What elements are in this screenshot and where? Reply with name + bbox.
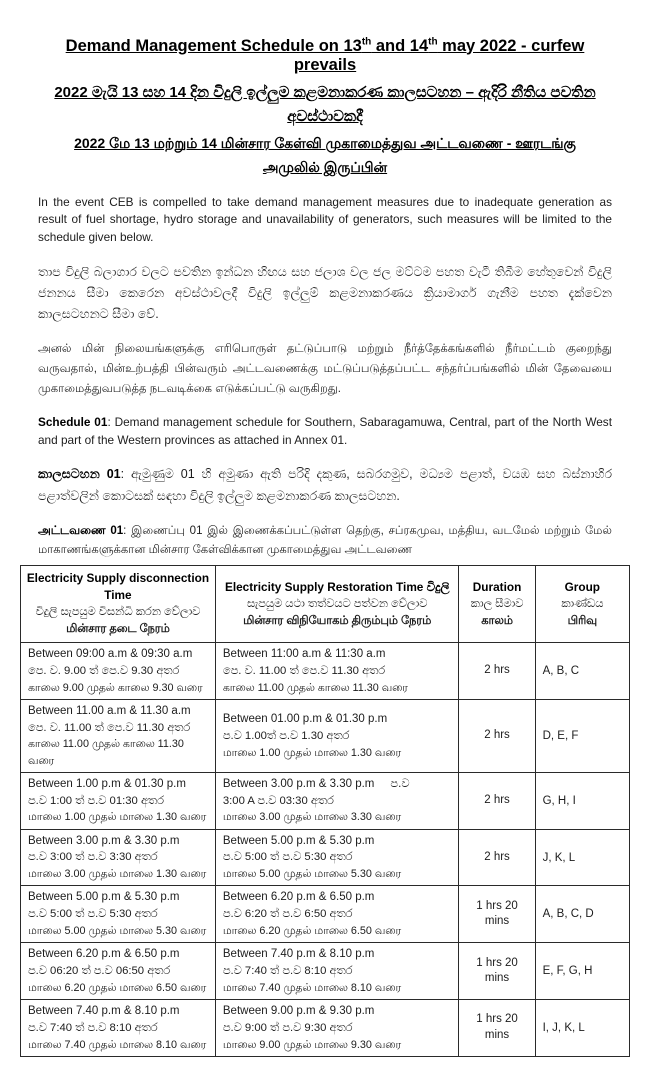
- schedule01-label-english: Schedule 01: [38, 415, 108, 430]
- restoration-en: Between 3.00 p.m & 3.30 p.m ප.ව: [222, 777, 410, 790]
- duration-cell: 2 hrs: [459, 643, 535, 700]
- header-duration-en: Duration: [472, 579, 522, 594]
- header-duration-ta: காலம்: [481, 614, 513, 627]
- group-cell: J, K, L: [535, 829, 629, 886]
- title-ta-line2: அமுலில் இருப்பின்: [262, 158, 388, 175]
- restoration-en: Between 11:00 a.m & 11:30 a.m: [222, 648, 386, 661]
- restoration-ta: மாலை 5.00 முதல் மாலை 5.30 வரை: [222, 868, 402, 881]
- schedule01-body-english: : Demand management schedule for Southern, Sabaragamuwa, Central, part of the North West and part of the Western provinces as attached in Annex 01.: [38, 415, 612, 447]
- title-en-sup1: th: [361, 36, 372, 47]
- group-cell: I, J, K, L: [535, 1000, 629, 1057]
- restoration-time-cell: [215, 772, 459, 829]
- disconnection-time-cell: [21, 829, 216, 886]
- disconnection-ta: காலை 11.00 முதல் காலை 11.30 வரை: [28, 738, 184, 767]
- title-en-part3: may 2022 - curfew prevails: [293, 36, 585, 74]
- disconnection-time-cell: [21, 772, 216, 829]
- disconnection-ta: மாலை 5.00 முதல் மாலை 5.30 வரை: [28, 925, 207, 938]
- table-header-row: [21, 566, 630, 643]
- disconnection-si: ප.ව 3:00 ත් ප.ව 3:30 අතර: [28, 851, 158, 864]
- header-disconnection-si: විදුලි සැපයුම විසන්ධි කරන වේලාව: [35, 606, 201, 619]
- restoration-en: Between 01.00 p.m & 01.30 p.m: [222, 712, 388, 725]
- disconnection-en: Between 7.40 p.m & 8.10 p.m: [28, 1005, 180, 1018]
- disconnection-ta: காலை 9.00 முதல் காலை 9.30 வரை: [28, 681, 203, 694]
- disconnection-time-cell: [21, 886, 216, 943]
- col-header-disconnection-time: [21, 566, 216, 643]
- disconnection-en: Between 11.00 a.m & 11.30 a.m: [28, 704, 191, 717]
- header-group-ta: பிரிவு: [567, 614, 597, 627]
- col-header-group: [535, 566, 629, 643]
- disconnection-ta: மாலை 7.40 முதல் மாலை 8.10 வரை: [28, 1038, 207, 1051]
- restoration-time-cell: [215, 943, 459, 1000]
- table-row: [21, 943, 630, 1000]
- restoration-time-cell: [215, 643, 459, 700]
- restoration-ta: மாலை 1.00 முதல் மாலை 1.30 வரை: [222, 746, 402, 759]
- disconnection-en: Between 6.20 p.m & 6.50 p.m: [28, 948, 180, 961]
- group-cell: D, E, F: [535, 699, 629, 772]
- table-row: [21, 829, 630, 886]
- restoration-si: ප.ව 9:00 ත් ප.ව 9:30 අතර: [222, 1021, 353, 1034]
- table-row: [21, 643, 630, 700]
- table-row: [21, 699, 630, 772]
- duration-cell: 1 hrs 20 mins: [459, 886, 535, 943]
- disconnection-en: Between 5.00 p.m & 5.30 p.m: [28, 891, 180, 904]
- header-group-si: කාණ්ඩය: [561, 597, 604, 610]
- disconnection-si: ප.ව 7:40 ත් ප.ව 8:10 අතර: [28, 1021, 158, 1034]
- disconnection-ta: மாலை 1.00 முதல் மாலை 1.30 வரை: [28, 811, 207, 824]
- disconnection-ta: மாலை 3.00 முதல் மாலை 1.30 வரை: [28, 868, 207, 881]
- group-cell: A, B, C: [535, 643, 629, 700]
- restoration-si: ප.ව 5:00 ත් ප.ව 5:30 අතර: [222, 851, 353, 864]
- document-title-sinhala: [38, 81, 612, 131]
- disconnection-si: පෙ. ව. 9.00 ත් පෙ.ව 9.30 අතර: [28, 664, 180, 677]
- title-en-sup2: th: [428, 36, 438, 47]
- group-cell: A, B, C, D: [535, 886, 629, 943]
- intro-paragraph-english: In the event CEB is compelled to take demand management measures due to inadequate generation as result of fuel shortage, hydro storage and unavailability of generators, such measures will be limited to the schedule given below.: [38, 194, 612, 244]
- col-header-restoration-time: [215, 566, 459, 643]
- disconnection-en: Between 09:00 a.m & 09:30 a.m: [28, 648, 193, 661]
- restoration-si: පෙ. ව. 11.00 ත් පෙ.ව 11.30 අතර: [222, 664, 386, 677]
- disconnection-time-cell: [21, 699, 216, 772]
- disconnection-si: ප.ව 1:00 ත් ප.ව 01:30 අතර: [28, 794, 164, 807]
- header-disconnection-en: Electricity Supply disconnection Time: [26, 571, 210, 603]
- duration-cell: 1 hrs 20 mins: [459, 943, 535, 1000]
- restoration-ta: மாலை 3.00 முதல் மாலை 3.30 வரை: [222, 811, 402, 824]
- disconnection-si: ප.ව 5:00 ත් ප.ව 5:30 අතර: [28, 908, 158, 921]
- restoration-en: Between 9.00 p.m & 9.30 p.m: [222, 1005, 375, 1018]
- restoration-ta: மாலை 6.20 முதல் மாலை 6.50 வரை: [222, 925, 402, 938]
- header-restoration-si: සැපයුම යථා තත්වයට පත්වන වේලාව: [247, 597, 428, 610]
- disconnection-time-cell: [21, 1000, 216, 1057]
- schedule-table: [20, 565, 630, 1057]
- schedule01-label-tamil: அட்டவணை 01: [38, 524, 124, 537]
- title-en-part2: and 14: [371, 36, 429, 55]
- header-disconnection-ta: மின்சார தடை நேரம்: [66, 623, 170, 636]
- header-restoration-en: Electricity Supply Restoration Time විදුලි: [224, 579, 450, 594]
- schedule01-paragraph-sinhala: [38, 464, 612, 507]
- restoration-time-cell: [215, 886, 459, 943]
- restoration-time-cell: [215, 699, 459, 772]
- col-header-duration: [459, 566, 535, 643]
- title-si-line2: අවස්ථාවකදී: [287, 108, 363, 126]
- duration-cell: 1 hrs 20 mins: [459, 1000, 535, 1057]
- schedule01-body-tamil: : இணைப்பு 01 இல் இணைக்கப்பட்டுள்ள தெற்கு, சப்ரகமுவ, மத்திய, வடமேல் மற்றும் மேல் மாகாணங்களுக்கான மின்சார கேள்விக்கான முகாமைத்துவ அட்டவணை: [38, 524, 612, 557]
- group-cell: E, F, G, H: [535, 943, 629, 1000]
- title-ta-line1: 2022 மே 13 மற்றும் 14 மின்சார கேள்வி முகாமைத்துவ அட்டவணை - ஊரடங்கு: [74, 135, 576, 151]
- restoration-time-cell: [215, 829, 459, 886]
- document-title-tamil: [38, 132, 612, 180]
- disconnection-en: Between 1.00 p.m & 01.30 p.m: [28, 777, 186, 790]
- title-si-line1: 2022 මැයි 13 සහ 14 දින විදුලි ඉල්ලුම කළමනාකරණ කාලසටහන – ඇදිරි නීතිය පවතින: [54, 83, 596, 101]
- schedule01-paragraph-tamil: [38, 522, 612, 561]
- table-row: [21, 772, 630, 829]
- document-title-english: [38, 36, 612, 75]
- restoration-en: Between 5.00 p.m & 5.30 p.m: [222, 834, 375, 847]
- restoration-ta: மாலை 9.00 முதல் மாலை 9.30 வரை: [222, 1038, 402, 1051]
- schedule01-label-sinhala: කාලසටහන 01: [38, 467, 121, 482]
- group-cell: G, H, I: [535, 772, 629, 829]
- schedule01-paragraph-english: [38, 414, 612, 449]
- restoration-ta: காலை 11.00 முதல் காலை 11.30 வரை: [222, 681, 408, 694]
- disconnection-time-cell: [21, 943, 216, 1000]
- table-row: [21, 1000, 630, 1057]
- header-group-en: Group: [564, 579, 600, 594]
- restoration-time-cell: [215, 1000, 459, 1057]
- disconnection-si: ප.ව 06:20 ත් ප.ව 06:50 අතර: [28, 964, 171, 977]
- restoration-si: ප.ව 7:40 ත් ප.ව 8:10 අතර: [222, 964, 353, 977]
- duration-cell: 2 hrs: [459, 699, 535, 772]
- disconnection-time-cell: [21, 643, 216, 700]
- disconnection-si: පෙ. ව. 11.00 ත් පෙ.ව 11.30 අතර: [28, 721, 191, 734]
- restoration-si: 3:00 A ප.ව 03:30 අතර: [222, 794, 334, 807]
- duration-cell: 2 hrs: [459, 829, 535, 886]
- restoration-si: ප.ව 6:20 ත් ප.ව 6:50 අතර: [222, 908, 353, 921]
- table-row: [21, 886, 630, 943]
- restoration-en: Between 7.40 p.m & 8.10 p.m: [222, 948, 375, 961]
- title-en-part1: Demand Management Schedule on 13: [65, 36, 362, 55]
- disconnection-en: Between 3.00 p.m & 3.30 p.m: [28, 834, 180, 847]
- restoration-en: Between 6.20 p.m & 6.50 p.m: [222, 891, 375, 904]
- duration-cell: 2 hrs: [459, 772, 535, 829]
- restoration-si: ප.ව 1.00ත් ප.ව 1.30 අතර: [222, 729, 350, 742]
- restoration-ta: மாலை 7.40 முதல் மாலை 8.10 வரை: [222, 981, 402, 994]
- disconnection-ta: மாலை 6.20 முதல் மாலை 6.50 வரை: [28, 981, 207, 994]
- header-restoration-ta: மின்சார விநியோகம் திரும்பும் நேரம்: [243, 614, 432, 627]
- intro-paragraph-tamil: அனல் மின் நிலையங்களுக்கு எரிபொருள் தட்டுப்பாடு மற்றும் நீர்த்தேக்கங்களில் நீர்மட்டம் குறைந்து வருவதால், மின்உற்பத்தி பின்வரும் அட்டவணைக்கு மட்டுப்படுத்தப்பட்ட சந்தர்ப்பங்களில் மின் தேவையை முகாமைத்துவபடுத்த நடவடிக்கை எடுக்கப்பட்டு வருகிறது.: [38, 343, 612, 395]
- title-block: [38, 36, 612, 180]
- schedule01-body-sinhala: : ඇමුණුම 01 හි අමුණා ඇති පරිදි දකුණ, සබරගමුව, මධ්‍යම පළාත්, වයඹ සහ බස්නාහිර පළාත්වලින් කොටසක් සඳහා විදුලි ඉල්ලුම කළමනාකරණ කාලසටහන.: [38, 467, 612, 503]
- header-duration-si: කාල සීමාව: [470, 597, 524, 610]
- intro-paragraph-sinhala: තාප විදුලි බලාගාර වලට පවතින ඉන්ධන හිඟය සහ ජලාශ වල ජල මට්ටම පහත වැටී තිබීම හේතුවෙන් විදුලි ජනනය සීමා කෙරෙන අවස්ථාවලදී විදුලි ඉල්ලුම් කළමනාකරණය ක්‍රියාමාර්ග ගැනීම පහත දැක්වෙන කාලසටහනට සීමා වේ.: [38, 264, 612, 322]
